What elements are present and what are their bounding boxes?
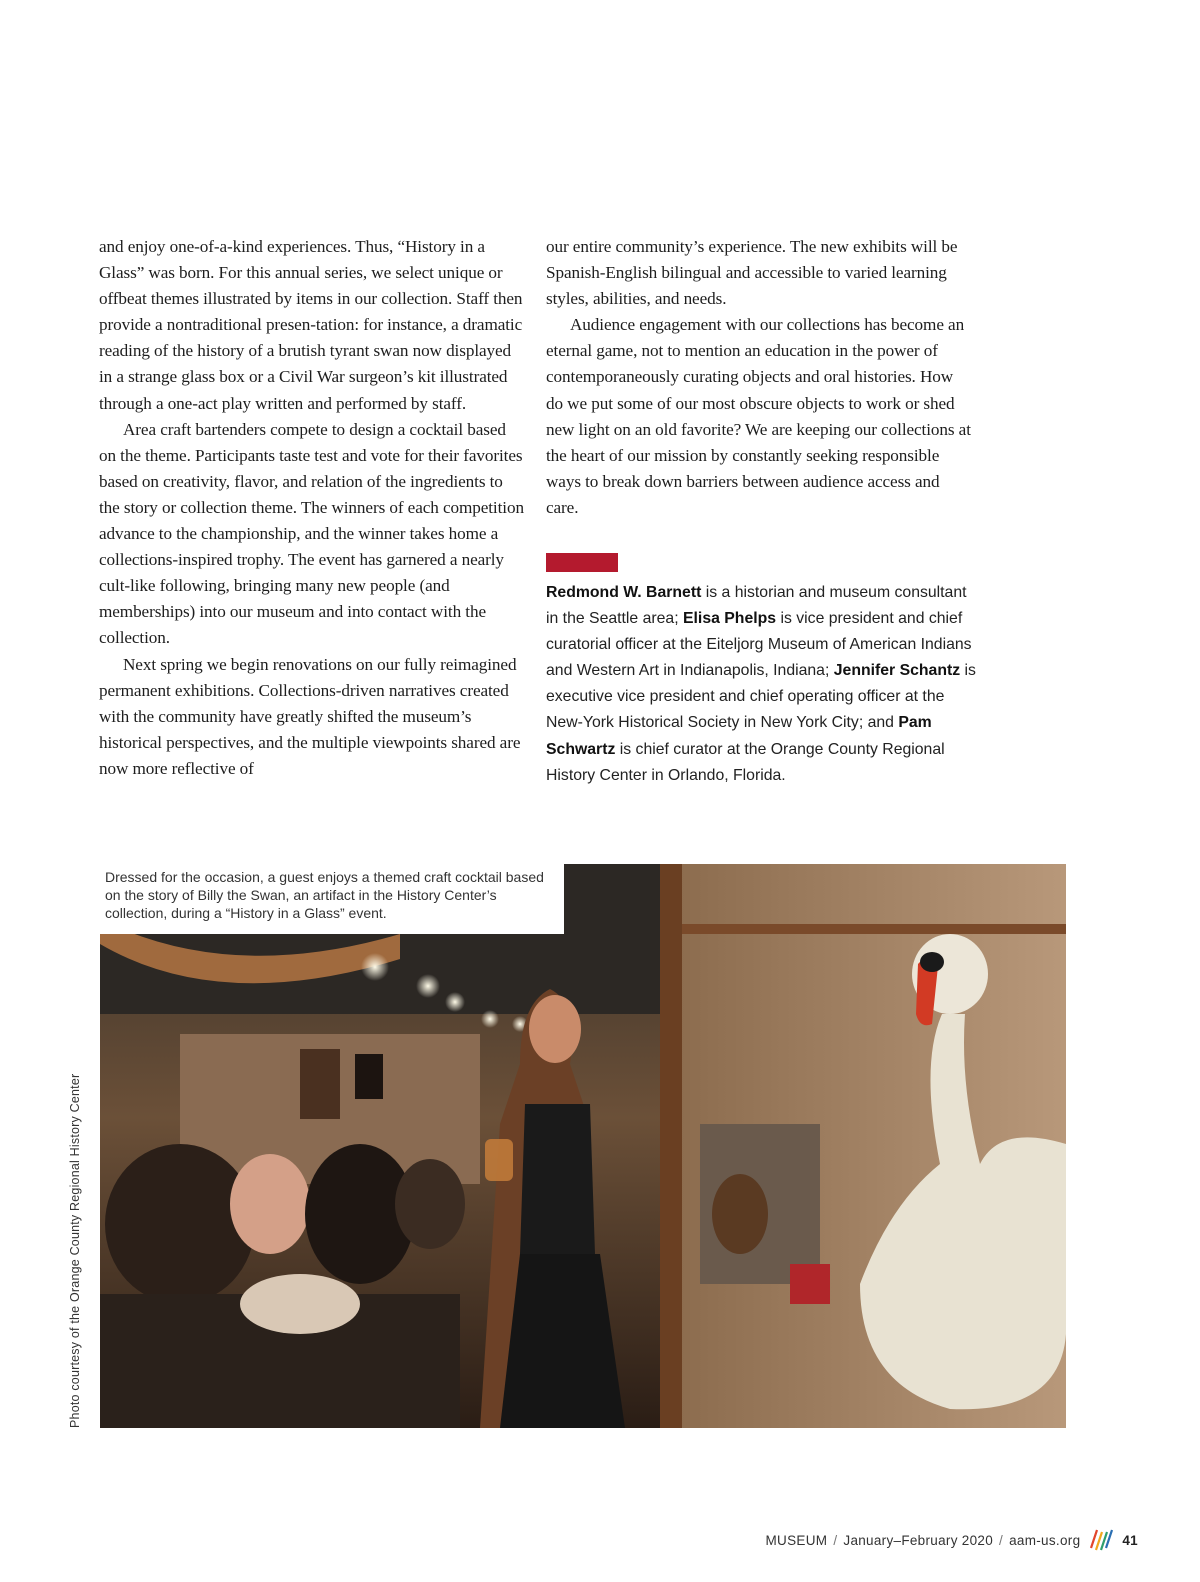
issue-date: January–February 2020 (843, 1532, 994, 1548)
bio-text: is vice president and chief curatorial officer at the Eiteljorg Museum of American Indians and Western Art in Indianapolis, Indiana; (546, 610, 972, 680)
photo-caption: Dressed for the occasion, a guest enjoys a themed craft cocktail based on the story of Billy the Swan, an artifact in the History Center’s collection, during a “History in a Glass” event. (100, 864, 564, 934)
event-photo (100, 864, 1066, 1428)
paragraph: Audience engagement with our collections has become an eternal game, not to mention an education in the power of contemporaneously curating objects and oral histories. How do we put some of our most obscure objects to work or shed new light on an old favorite? We are keeping our collections at the heart of our mission by constantly seeking responsible ways to break down barriers between audience access and care. (546, 315, 971, 517)
bio-text: is executive vice president and chief operating officer at the New-York Historical Society in New York City; and (546, 662, 976, 732)
aam-stripes-logo-icon (1088, 1526, 1114, 1555)
bio-text: is chief curator at the Orange County Regional History Center in Orlando, Florida. (546, 740, 945, 784)
magazine-name: MUSEUM (765, 1532, 828, 1548)
accent-rule (546, 553, 618, 572)
separator: / (999, 1532, 1004, 1548)
paragraph: Next spring we begin renovations on our fully reimagined permanent exhibitions. Collections-driven narratives created with the community have greatly shifted the museum’s historical perspectives, and the multiple viewpoints shared are now more reflective of (99, 654, 521, 778)
paragraph: our entire community’s experience. The new exhibits will be Spanish-English bilingual and accessible to varied learning styles, abilities, and needs. (546, 237, 958, 309)
author-bio (546, 580, 976, 789)
paragraph: and enjoy one-of-a-kind experiences. Thus, “History in a Glass” was born. For this annual series, we select unique or offbeat themes illustrated by items in our collection. Staff then provide a nontraditional presen-tation: for instance, a dramatic reading of the history of a brutish tyrant swan now displayed in a strange glass box or a Civil War surgeon’s kit illustrated through a one-act play written and performed by staff. (99, 237, 523, 413)
paragraph: Area craft bartenders compete to design a cocktail based on the theme. Participants taste test and vote for their favorites based on creativity, flavor, and relation of the ingredients to the story or collection theme. The winners of each competition advance to the championship, and the winner takes home a collections-inspired trophy. The event has garnered a nearly cult-like following, bringing many new people (and memberships) into our museum and into contact with the collection. (99, 419, 524, 648)
author-name: Elisa Phelps (683, 610, 777, 628)
page-number: 41 (1122, 1532, 1138, 1548)
left-text-column (99, 234, 524, 782)
author-name: Redmond W. Barnett (546, 584, 702, 601)
page-footer (766, 1528, 1138, 1552)
author-name: Jennifer Schantz (833, 662, 961, 680)
bio-text: is a historian and museum consultant in the Seattle area; (546, 584, 967, 628)
right-text-column (546, 234, 971, 521)
separator: / (833, 1532, 838, 1548)
photo-credit: Photo courtesy of the Orange County Regional History Center (68, 1073, 82, 1428)
author-name: Pam Schwartz (546, 714, 932, 758)
site-url: aam-us.org (1009, 1532, 1081, 1548)
